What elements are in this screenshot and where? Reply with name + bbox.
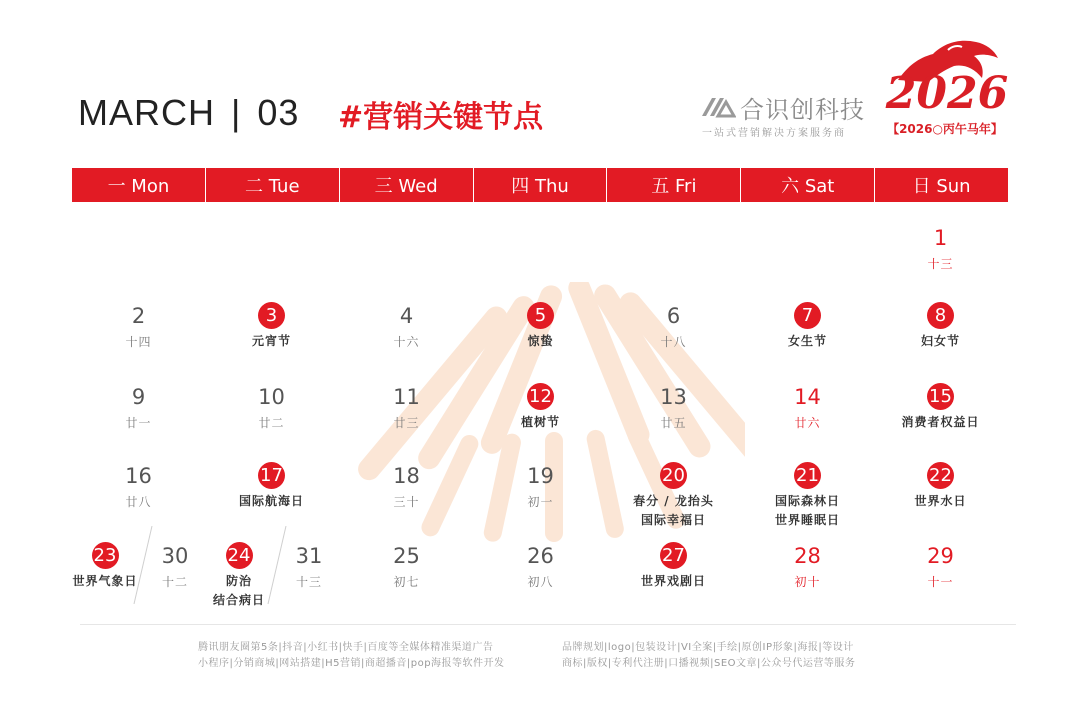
day-cell	[276, 542, 342, 590]
weekday-header-bar	[72, 168, 1008, 202]
day-cell	[741, 462, 874, 528]
holiday-day-number: 20	[660, 462, 687, 489]
holiday-day-number: 21	[794, 462, 821, 489]
company-slogan: 一站式营销解决方案服务商	[702, 128, 846, 139]
day-cell	[142, 542, 208, 590]
day-number: 18	[393, 464, 420, 488]
day-cell	[741, 542, 874, 590]
holiday-label: 元宵节	[251, 334, 291, 348]
weekday-sat: 六 Sat	[741, 168, 875, 202]
holiday-day-number: 3	[258, 302, 285, 329]
footer-line: 腾讯朋友圈第5条|抖音|小红书|快手|百度等全媒体精准渠道广告	[198, 642, 494, 653]
lunar-date: 廿一	[125, 416, 152, 430]
holiday-label: 消费者权益日	[901, 415, 980, 429]
weekday-sun: 日 Sun	[875, 168, 1008, 202]
company-name: 合识创科技	[740, 96, 865, 124]
holiday-label: 妇女节	[920, 334, 960, 348]
day-cell	[340, 462, 473, 510]
holiday-label: 春分 / 龙抬头	[633, 494, 714, 508]
holiday-day-number: 22	[927, 462, 954, 489]
footer-line: 品牌规划|logo|包装设计|VI全案|手绘|原创IP形象|海报|等设计	[562, 642, 854, 653]
holiday-day-number: 8	[927, 302, 954, 329]
day-cell	[205, 302, 338, 349]
day-cell	[340, 383, 473, 431]
day-number: 11	[393, 385, 420, 409]
lunar-date: 初八	[527, 575, 554, 589]
footer-services-right	[562, 640, 855, 672]
day-number: 25	[393, 544, 420, 568]
weekday-tue: 二 Tue	[206, 168, 340, 202]
year-number: 2026	[885, 68, 1009, 119]
company-logo-icon	[700, 96, 736, 122]
day-cell	[874, 383, 1007, 430]
day-cell	[741, 383, 874, 431]
holiday-day-number: 15	[927, 383, 954, 410]
year-badge	[880, 36, 1010, 146]
holiday-day-number: 23	[92, 542, 119, 569]
day-number: 29	[927, 544, 954, 568]
day-number: 4	[399, 304, 414, 328]
day-number: 1	[933, 226, 948, 250]
day-number: 9	[131, 385, 146, 409]
day-number: 26	[527, 544, 554, 568]
weekday-mon: 一 Mon	[72, 168, 206, 202]
day-cell	[72, 302, 205, 350]
day-cell	[607, 542, 740, 589]
day-cell	[474, 542, 607, 590]
year-subtitle: 【2026○丙午马年】	[887, 122, 1003, 136]
day-cell	[205, 462, 338, 509]
day-number: 16	[125, 464, 152, 488]
holiday-label: 防治	[225, 574, 252, 588]
day-cell	[607, 383, 740, 431]
weekday-fri: 五 Fri	[607, 168, 741, 202]
title-separator: |	[231, 92, 242, 133]
day-cell	[205, 383, 338, 431]
lunar-date: 初十	[794, 575, 821, 589]
day-cell	[72, 383, 205, 431]
holiday-label: 世界水日	[914, 494, 967, 508]
holiday-day-number: 27	[660, 542, 687, 569]
day-number: 31	[295, 544, 323, 568]
lunar-date: 初七	[393, 575, 420, 589]
holiday-day-number: 24	[226, 542, 253, 569]
lunar-date: 廿六	[794, 416, 821, 430]
day-cell	[874, 224, 1007, 272]
day-number: 19	[527, 464, 554, 488]
day-number: 30	[161, 544, 189, 568]
lunar-date: 十一	[927, 575, 954, 589]
holiday-label-secondary: 结合病日	[212, 593, 265, 607]
lunar-date: 廿八	[125, 495, 152, 509]
day-cell	[607, 462, 740, 528]
lunar-date: 三十	[393, 495, 420, 509]
lunar-date: 十三	[295, 575, 322, 589]
lunar-date: 廿二	[258, 416, 285, 430]
day-cell	[874, 542, 1007, 590]
month-number: 03	[257, 92, 300, 133]
day-cell	[474, 383, 607, 430]
day-cell	[340, 302, 473, 350]
lunar-date: 十三	[927, 257, 954, 271]
day-number: 6	[666, 304, 681, 328]
marketing-tag: #营销关键节点	[338, 100, 544, 135]
footer-line: 商标|版权|专利代注册|口播视频|SEO文章|公众号代运营等服务	[562, 658, 856, 669]
holiday-label: 国际航海日	[238, 494, 304, 508]
lunar-date: 十八	[660, 335, 687, 349]
holiday-day-number: 17	[258, 462, 285, 489]
day-number: 14	[794, 385, 821, 409]
day-cell	[607, 302, 740, 350]
holiday-label: 世界戏剧日	[640, 574, 706, 588]
day-number: 10	[258, 385, 285, 409]
lunar-date: 初一	[527, 495, 554, 509]
day-number: 28	[794, 544, 821, 568]
holiday-label: 世界气象日	[72, 574, 138, 588]
footer-line: 小程序|分销商城|网站搭建|H5营销|商超播音|pop海报等软件开发	[198, 658, 505, 669]
lunar-date: 廿三	[393, 416, 420, 430]
lunar-date: 十四	[125, 335, 152, 349]
holiday-label-secondary: 国际幸福日	[640, 513, 706, 527]
day-cell	[874, 302, 1007, 349]
lunar-date: 廿五	[660, 416, 687, 430]
day-cell	[474, 462, 607, 510]
footer-services-left	[198, 640, 505, 672]
month-name: MARCH	[78, 92, 215, 133]
footer-divider	[80, 624, 1016, 625]
weekday-wed: 三 Wed	[340, 168, 474, 202]
weekday-thu: 四 Thu	[474, 168, 608, 202]
holiday-day-number: 12	[527, 383, 554, 410]
holiday-day-number: 7	[794, 302, 821, 329]
holiday-label-secondary: 世界睡眠日	[774, 513, 840, 527]
lunar-date: 十二	[161, 575, 188, 589]
day-cell	[741, 302, 874, 349]
day-cell	[474, 302, 607, 349]
day-number: 2	[131, 304, 146, 328]
holiday-day-number: 5	[527, 302, 554, 329]
holiday-label: 女生节	[787, 334, 827, 348]
day-cell	[340, 542, 473, 590]
day-cell	[874, 462, 1007, 509]
day-number: 13	[660, 385, 687, 409]
lunar-date: 十六	[393, 335, 420, 349]
holiday-label: 国际森林日	[774, 494, 840, 508]
holiday-label: 惊蛰	[527, 334, 554, 348]
calendar-month-title	[78, 92, 299, 134]
holiday-label: 植树节	[520, 415, 560, 429]
day-cell	[72, 462, 205, 510]
